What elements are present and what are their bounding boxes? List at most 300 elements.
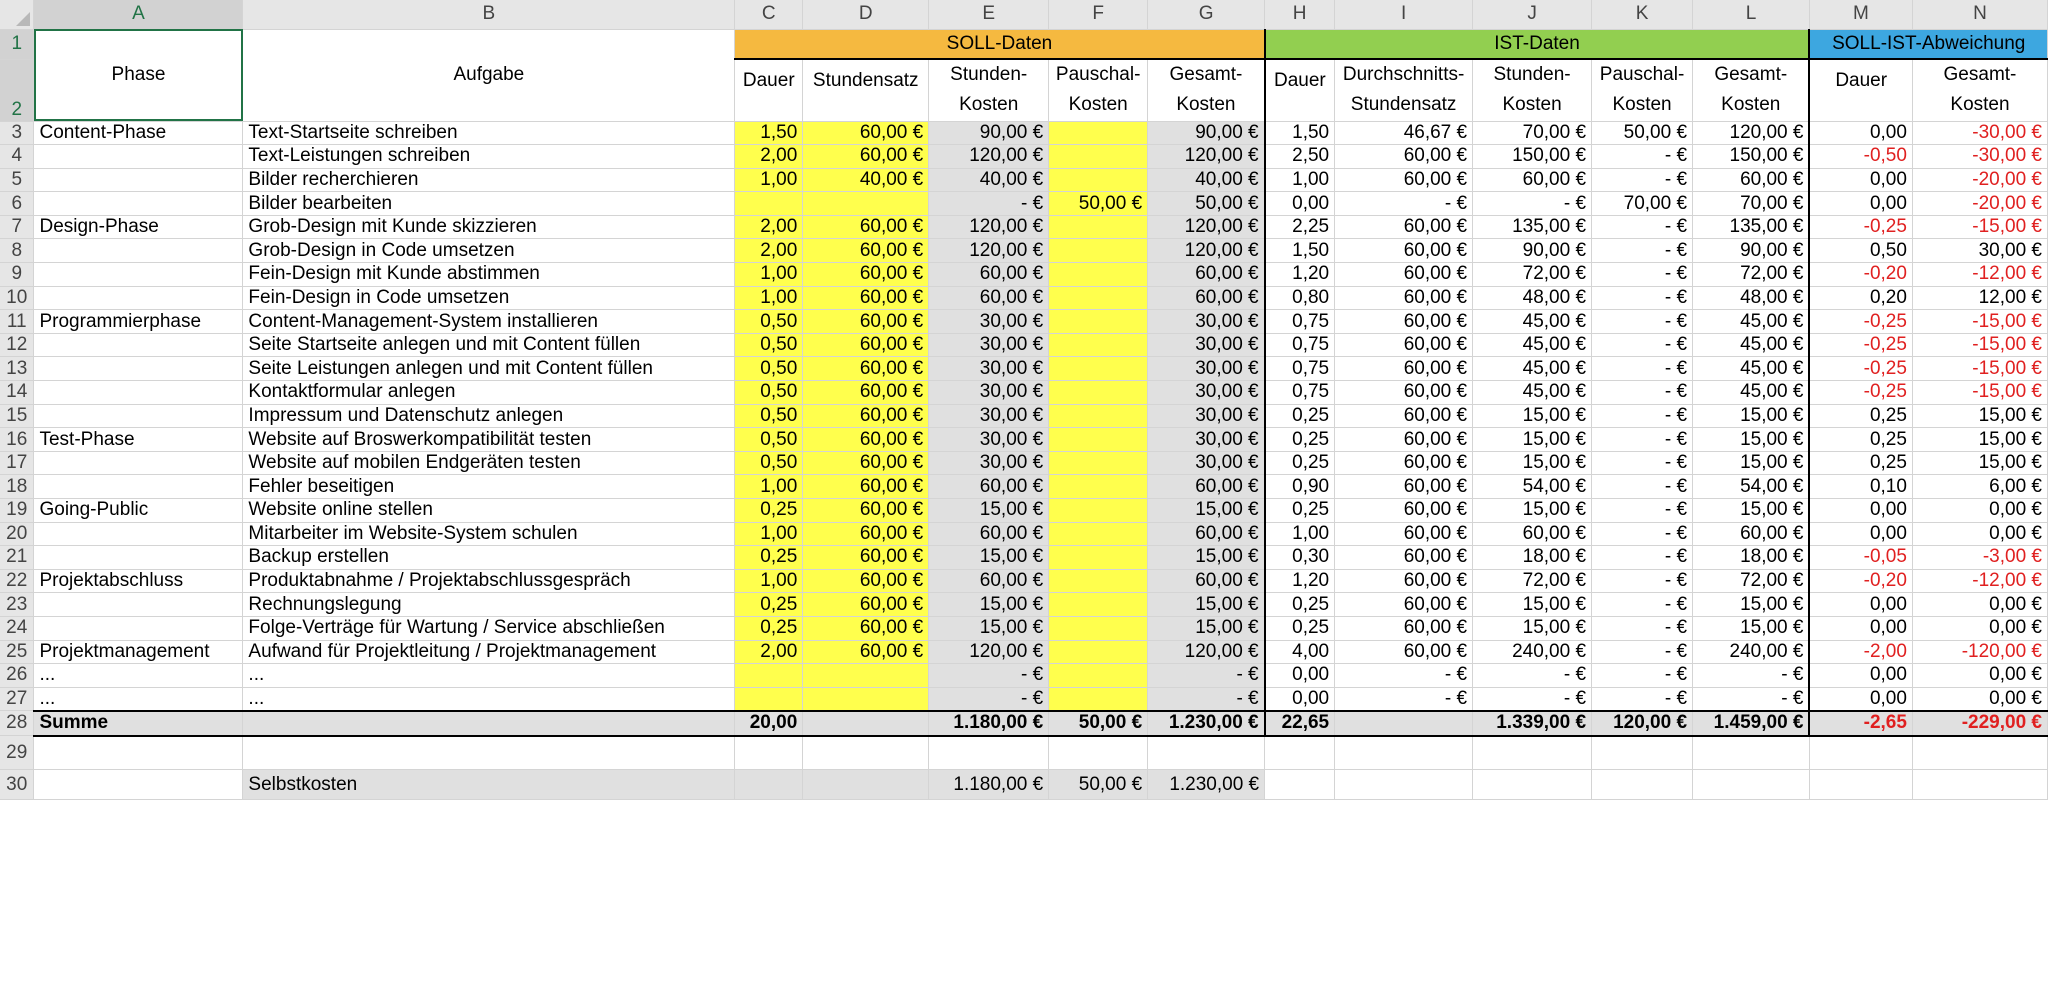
empty-cell[interactable] [1809, 770, 1912, 800]
column-header-f[interactable]: F [1049, 0, 1148, 29]
sum-task-cell[interactable] [243, 711, 735, 736]
cell-phase[interactable] [34, 168, 243, 192]
cell-task[interactable]: Fehler beseitigen [243, 475, 735, 499]
cell-ist-hour-cost[interactable]: 60,00 € [1473, 168, 1592, 192]
cell-variance-duration[interactable]: 0,20 [1809, 286, 1912, 310]
row-header[interactable]: 8 [0, 239, 34, 263]
cell-ist-duration[interactable]: 1,20 [1265, 263, 1335, 287]
cell-soll-flat-cost[interactable] [1049, 546, 1148, 570]
cell-ist-avg-rate[interactable]: 60,00 € [1335, 546, 1473, 570]
empty-cell[interactable] [1335, 736, 1473, 770]
cell-phase[interactable] [34, 451, 243, 475]
cell-ist-hour-cost[interactable]: 15,00 € [1473, 593, 1592, 617]
row-header[interactable]: 3 [0, 121, 34, 145]
cell-soll-hourly-rate[interactable]: 60,00 € [803, 239, 929, 263]
cell-ist-hour-cost[interactable]: 70,00 € [1473, 121, 1592, 145]
cell-soll-duration[interactable]: 2,00 [735, 145, 803, 169]
empty-cell[interactable] [243, 736, 735, 770]
header-ist-dauer[interactable]: Dauer [1265, 59, 1335, 121]
cell-task[interactable]: Backup erstellen [243, 546, 735, 570]
cell-soll-hour-cost[interactable]: 60,00 € [929, 475, 1049, 499]
cell-soll-total-cost[interactable]: 60,00 € [1148, 286, 1265, 310]
cell-phase[interactable]: Projektmanagement [34, 640, 243, 664]
cell-variance-total-cost[interactable]: 0,00 € [1912, 499, 2047, 523]
cell-task[interactable]: Fein-Design in Code umsetzen [243, 286, 735, 310]
empty-cell[interactable] [1809, 736, 1912, 770]
cell-phase[interactable] [34, 404, 243, 428]
empty-cell[interactable] [803, 770, 929, 800]
cell-ist-flat-cost[interactable]: - € [1592, 569, 1693, 593]
cell-ist-avg-rate[interactable]: 60,00 € [1335, 381, 1473, 405]
cell-soll-duration[interactable]: 0,50 [735, 310, 803, 334]
sum-ist-hour-cost[interactable]: 1.339,00 € [1473, 711, 1592, 736]
cell-variance-total-cost[interactable]: 15,00 € [1912, 404, 2047, 428]
cell-ist-total-cost[interactable]: 120,00 € [1693, 121, 1810, 145]
cell-soll-hour-cost[interactable]: 90,00 € [929, 121, 1049, 145]
cell-ist-flat-cost[interactable]: - € [1592, 239, 1693, 263]
cell-soll-flat-cost[interactable] [1049, 593, 1148, 617]
empty-cell[interactable] [1265, 736, 1335, 770]
cell-soll-hour-cost[interactable]: 40,00 € [929, 168, 1049, 192]
cell-soll-hour-cost[interactable]: 30,00 € [929, 333, 1049, 357]
variance-group-header[interactable]: SOLL-IST-Abweichung [1809, 29, 2047, 59]
cell-ist-hour-cost[interactable]: 45,00 € [1473, 310, 1592, 334]
cell-ist-duration[interactable]: 0,25 [1265, 404, 1335, 428]
row-header[interactable]: 23 [0, 593, 34, 617]
sum-soll-total-cost[interactable]: 1.230,00 € [1148, 711, 1265, 736]
cell-soll-hour-cost[interactable]: 30,00 € [929, 381, 1049, 405]
cell-task[interactable]: Kontaktformular anlegen [243, 381, 735, 405]
cell-soll-total-cost[interactable]: 30,00 € [1148, 310, 1265, 334]
column-header-a[interactable]: A [34, 0, 243, 29]
cell-soll-duration[interactable] [735, 192, 803, 216]
cell-ist-duration[interactable]: 1,00 [1265, 522, 1335, 546]
cell-soll-total-cost[interactable]: 15,00 € [1148, 593, 1265, 617]
cell-soll-flat-cost[interactable] [1049, 168, 1148, 192]
cell-ist-duration[interactable]: 0,30 [1265, 546, 1335, 570]
cell-ist-avg-rate[interactable]: - € [1335, 192, 1473, 216]
cell-task[interactable]: Grob-Design in Code umsetzen [243, 239, 735, 263]
cell-ist-hour-cost[interactable]: 72,00 € [1473, 263, 1592, 287]
cell-variance-total-cost[interactable]: 0,00 € [1912, 687, 2047, 711]
cell-soll-duration[interactable]: 1,00 [735, 569, 803, 593]
cell-ist-total-cost[interactable]: 150,00 € [1693, 145, 1810, 169]
column-header-n[interactable]: N [1912, 0, 2047, 29]
cell-ist-duration[interactable]: 2,50 [1265, 145, 1335, 169]
empty-cell[interactable] [1265, 770, 1335, 800]
cell-ist-flat-cost[interactable]: - € [1592, 616, 1693, 640]
cell-soll-duration[interactable]: 0,50 [735, 333, 803, 357]
column-header-e[interactable]: E [929, 0, 1049, 29]
cell-ist-hour-cost[interactable]: 90,00 € [1473, 239, 1592, 263]
empty-cell[interactable] [34, 770, 243, 800]
cell-ist-total-cost[interactable]: 15,00 € [1693, 451, 1810, 475]
cell-soll-flat-cost[interactable] [1049, 664, 1148, 688]
cell-ist-total-cost[interactable]: 15,00 € [1693, 404, 1810, 428]
cell-variance-duration[interactable]: -0,05 [1809, 546, 1912, 570]
cell-soll-hour-cost[interactable]: - € [929, 192, 1049, 216]
cell-ist-hour-cost[interactable]: 45,00 € [1473, 357, 1592, 381]
cell-soll-duration[interactable]: 0,50 [735, 451, 803, 475]
cell-variance-total-cost[interactable]: 0,00 € [1912, 664, 2047, 688]
cell-variance-duration[interactable]: 0,00 [1809, 499, 1912, 523]
header-ist-pauschalkosten[interactable] [1592, 59, 1693, 121]
row-header[interactable]: 7 [0, 215, 34, 239]
cell-ist-duration[interactable]: 0,00 [1265, 664, 1335, 688]
cell-variance-total-cost[interactable]: -20,00 € [1912, 192, 2047, 216]
cell-ist-flat-cost[interactable]: - € [1592, 168, 1693, 192]
cell-variance-total-cost[interactable]: -30,00 € [1912, 121, 2047, 145]
cell-ist-duration[interactable]: 0,25 [1265, 428, 1335, 452]
cell-soll-hour-cost[interactable]: 120,00 € [929, 215, 1049, 239]
row-header[interactable]: 21 [0, 546, 34, 570]
cell-ist-flat-cost[interactable]: - € [1592, 286, 1693, 310]
empty-cell[interactable] [1912, 770, 2047, 800]
cell-variance-total-cost[interactable]: 0,00 € [1912, 522, 2047, 546]
cell-soll-hourly-rate[interactable]: 60,00 € [803, 569, 929, 593]
cell-soll-total-cost[interactable]: 15,00 € [1148, 616, 1265, 640]
column-header-h[interactable]: H [1265, 0, 1335, 29]
selbstkosten-flat-cost[interactable]: 50,00 € [1049, 770, 1148, 800]
header-phase[interactable]: Phase [34, 29, 243, 121]
cell-ist-duration[interactable]: 0,75 [1265, 333, 1335, 357]
cell-soll-hourly-rate[interactable]: 60,00 € [803, 616, 929, 640]
row-header[interactable]: 25 [0, 640, 34, 664]
cell-ist-total-cost[interactable]: 70,00 € [1693, 192, 1810, 216]
cell-soll-total-cost[interactable]: 30,00 € [1148, 357, 1265, 381]
cell-ist-total-cost[interactable]: 15,00 € [1693, 616, 1810, 640]
cell-ist-avg-rate[interactable]: 60,00 € [1335, 499, 1473, 523]
cell-soll-duration[interactable]: 0,25 [735, 546, 803, 570]
cell-phase[interactable]: Projektabschluss [34, 569, 243, 593]
row-header[interactable]: 19 [0, 499, 34, 523]
column-header-g[interactable]: G [1148, 0, 1265, 29]
cell-ist-avg-rate[interactable]: 60,00 € [1335, 357, 1473, 381]
cell-variance-duration[interactable]: 0,00 [1809, 593, 1912, 617]
cell-ist-flat-cost[interactable]: - € [1592, 145, 1693, 169]
cell-phase[interactable]: ... [34, 664, 243, 688]
cell-ist-duration[interactable]: 1,50 [1265, 121, 1335, 145]
cell-soll-hour-cost[interactable]: 60,00 € [929, 263, 1049, 287]
cell-soll-hourly-rate[interactable]: 60,00 € [803, 546, 929, 570]
cell-soll-hour-cost[interactable]: 60,00 € [929, 569, 1049, 593]
cell-soll-total-cost[interactable]: 120,00 € [1148, 640, 1265, 664]
cell-ist-duration[interactable]: 1,00 [1265, 168, 1335, 192]
cell-ist-total-cost[interactable]: - € [1693, 687, 1810, 711]
cell-variance-duration[interactable]: 0,00 [1809, 522, 1912, 546]
cell-phase[interactable] [34, 522, 243, 546]
cell-soll-hourly-rate[interactable]: 60,00 € [803, 145, 929, 169]
cell-soll-hourly-rate[interactable]: 60,00 € [803, 428, 929, 452]
cell-soll-total-cost[interactable]: 40,00 € [1148, 168, 1265, 192]
cell-task[interactable]: ... [243, 664, 735, 688]
cell-phase[interactable] [34, 616, 243, 640]
cell-ist-total-cost[interactable]: 48,00 € [1693, 286, 1810, 310]
cell-ist-avg-rate[interactable]: 60,00 € [1335, 310, 1473, 334]
cell-ist-hour-cost[interactable]: 15,00 € [1473, 499, 1592, 523]
cell-variance-duration[interactable]: 0,00 [1809, 616, 1912, 640]
selbstkosten-total-cost[interactable]: 1.230,00 € [1148, 770, 1265, 800]
cell-ist-avg-rate[interactable]: 60,00 € [1335, 168, 1473, 192]
cell-task[interactable]: Fein-Design mit Kunde abstimmen [243, 263, 735, 287]
cell-variance-duration[interactable]: 0,00 [1809, 664, 1912, 688]
cell-soll-duration[interactable]: 1,00 [735, 522, 803, 546]
row-header[interactable]: 17 [0, 451, 34, 475]
column-header-j[interactable]: J [1473, 0, 1592, 29]
empty-cell[interactable] [1473, 770, 1592, 800]
row-header[interactable]: 22 [0, 569, 34, 593]
cell-variance-duration[interactable]: 0,25 [1809, 451, 1912, 475]
cell-soll-hour-cost[interactable]: 120,00 € [929, 239, 1049, 263]
cell-ist-hour-cost[interactable]: 15,00 € [1473, 616, 1592, 640]
cell-variance-total-cost[interactable]: -15,00 € [1912, 381, 2047, 405]
sum-soll-hour-cost[interactable]: 1.180,00 € [929, 711, 1049, 736]
cell-soll-hour-cost[interactable]: 30,00 € [929, 404, 1049, 428]
cell-variance-total-cost[interactable]: -3,00 € [1912, 546, 2047, 570]
cell-soll-hourly-rate[interactable]: 60,00 € [803, 475, 929, 499]
cell-ist-flat-cost[interactable]: - € [1592, 215, 1693, 239]
row-header[interactable]: 20 [0, 522, 34, 546]
row-header[interactable]: 15 [0, 404, 34, 428]
cell-task[interactable]: Content-Management-System installieren [243, 310, 735, 334]
cell-soll-total-cost[interactable]: 120,00 € [1148, 239, 1265, 263]
cell-soll-flat-cost[interactable] [1049, 263, 1148, 287]
cell-soll-duration[interactable] [735, 687, 803, 711]
selbstkosten-label[interactable]: Selbstkosten [243, 770, 735, 800]
cell-ist-avg-rate[interactable]: 60,00 € [1335, 404, 1473, 428]
cell-ist-avg-rate[interactable]: 60,00 € [1335, 428, 1473, 452]
cell-phase[interactable] [34, 286, 243, 310]
cell-variance-total-cost[interactable]: 15,00 € [1912, 428, 2047, 452]
cell-variance-duration[interactable]: -0,25 [1809, 215, 1912, 239]
cell-soll-total-cost[interactable]: 120,00 € [1148, 145, 1265, 169]
cell-soll-duration[interactable]: 1,00 [735, 475, 803, 499]
cell-ist-duration[interactable]: 0,25 [1265, 451, 1335, 475]
cell-soll-hour-cost[interactable]: 30,00 € [929, 451, 1049, 475]
cell-soll-hour-cost[interactable]: 120,00 € [929, 640, 1049, 664]
column-header-b[interactable]: B [243, 0, 735, 29]
cell-variance-duration[interactable]: -0,50 [1809, 145, 1912, 169]
empty-cell[interactable] [1693, 770, 1810, 800]
header-ist-stundenkosten[interactable] [1473, 59, 1592, 121]
ist-data-group-header[interactable]: IST-Daten [1265, 29, 1810, 59]
cell-ist-duration[interactable]: 0,00 [1265, 192, 1335, 216]
empty-cell[interactable] [1693, 736, 1810, 770]
cell-ist-total-cost[interactable]: 240,00 € [1693, 640, 1810, 664]
cell-task[interactable]: Seite Leistungen anlegen und mit Content füllen [243, 357, 735, 381]
cell-ist-duration[interactable]: 0,25 [1265, 593, 1335, 617]
cell-ist-duration[interactable]: 1,20 [1265, 569, 1335, 593]
cell-ist-hour-cost[interactable]: - € [1473, 192, 1592, 216]
cell-phase[interactable] [34, 145, 243, 169]
cell-soll-flat-cost[interactable] [1049, 381, 1148, 405]
cell-ist-avg-rate[interactable]: 60,00 € [1335, 522, 1473, 546]
cell-variance-duration[interactable]: -0,20 [1809, 263, 1912, 287]
header-soll-stundensatz[interactable]: Stundensatz [803, 59, 929, 121]
sum-soll-rate[interactable] [803, 711, 929, 736]
cell-soll-hour-cost[interactable]: 30,00 € [929, 310, 1049, 334]
cell-soll-duration[interactable]: 0,25 [735, 593, 803, 617]
cell-ist-flat-cost[interactable]: - € [1592, 640, 1693, 664]
cell-soll-flat-cost[interactable] [1049, 522, 1148, 546]
select-all-corner[interactable] [0, 0, 34, 29]
cell-soll-hourly-rate[interactable]: 60,00 € [803, 215, 929, 239]
cell-variance-duration[interactable]: 0,10 [1809, 475, 1912, 499]
row-header[interactable]: 26 [0, 664, 34, 688]
cell-soll-total-cost[interactable]: 30,00 € [1148, 333, 1265, 357]
cell-ist-duration[interactable]: 0,80 [1265, 286, 1335, 310]
cell-variance-total-cost[interactable]: -120,00 € [1912, 640, 2047, 664]
sum-variance-total-cost[interactable]: -229,00 € [1912, 711, 2047, 736]
cell-soll-flat-cost[interactable] [1049, 499, 1148, 523]
cell-soll-hourly-rate[interactable]: 60,00 € [803, 640, 929, 664]
cell-ist-flat-cost[interactable]: - € [1592, 687, 1693, 711]
cell-ist-total-cost[interactable]: 60,00 € [1693, 168, 1810, 192]
cell-task[interactable]: Impressum und Datenschutz anlegen [243, 404, 735, 428]
cell-ist-avg-rate[interactable]: 60,00 € [1335, 215, 1473, 239]
cell-ist-avg-rate[interactable]: - € [1335, 664, 1473, 688]
cell-ist-flat-cost[interactable]: - € [1592, 664, 1693, 688]
cell-soll-hourly-rate[interactable] [803, 664, 929, 688]
cell-ist-avg-rate[interactable]: 60,00 € [1335, 239, 1473, 263]
row-header[interactable]: 11 [0, 310, 34, 334]
cell-soll-flat-cost[interactable] [1049, 145, 1148, 169]
header-soll-dauer[interactable]: Dauer [735, 59, 803, 121]
row-header[interactable]: 9 [0, 263, 34, 287]
cell-ist-flat-cost[interactable]: - € [1592, 475, 1693, 499]
row-header[interactable]: 27 [0, 687, 34, 711]
cell-soll-duration[interactable]: 1,00 [735, 263, 803, 287]
cell-soll-hourly-rate[interactable]: 60,00 € [803, 404, 929, 428]
cell-soll-total-cost[interactable]: 30,00 € [1148, 451, 1265, 475]
cell-task[interactable]: Bilder bearbeiten [243, 192, 735, 216]
cell-ist-flat-cost[interactable]: - € [1592, 593, 1693, 617]
cell-ist-duration[interactable]: 0,75 [1265, 381, 1335, 405]
cell-ist-hour-cost[interactable]: 150,00 € [1473, 145, 1592, 169]
cell-soll-hour-cost[interactable]: 30,00 € [929, 428, 1049, 452]
cell-task[interactable]: Aufwand für Projektleitung / Projektmanagement [243, 640, 735, 664]
column-header-m[interactable]: M [1809, 0, 1912, 29]
row-header[interactable]: 24 [0, 616, 34, 640]
cell-soll-duration[interactable]: 0,50 [735, 357, 803, 381]
cell-ist-flat-cost[interactable]: 70,00 € [1592, 192, 1693, 216]
cell-soll-flat-cost[interactable]: 50,00 € [1049, 192, 1148, 216]
cell-soll-duration[interactable]: 2,00 [735, 239, 803, 263]
cell-ist-avg-rate[interactable]: 60,00 € [1335, 451, 1473, 475]
cell-ist-duration[interactable]: 0,75 [1265, 310, 1335, 334]
cell-variance-total-cost[interactable]: 15,00 € [1912, 451, 2047, 475]
cell-ist-flat-cost[interactable]: 50,00 € [1592, 121, 1693, 145]
cell-soll-hour-cost[interactable]: 60,00 € [929, 522, 1049, 546]
empty-cell[interactable] [735, 770, 803, 800]
cell-soll-flat-cost[interactable] [1049, 404, 1148, 428]
cell-soll-hourly-rate[interactable]: 60,00 € [803, 333, 929, 357]
cell-ist-avg-rate[interactable]: 60,00 € [1335, 640, 1473, 664]
empty-cell[interactable] [34, 736, 243, 770]
row-header[interactable]: 28 [0, 711, 34, 736]
cell-ist-total-cost[interactable]: 90,00 € [1693, 239, 1810, 263]
cell-ist-total-cost[interactable]: 72,00 € [1693, 569, 1810, 593]
selbstkosten-hour-cost[interactable]: 1.180,00 € [929, 770, 1049, 800]
cell-ist-avg-rate[interactable]: 60,00 € [1335, 475, 1473, 499]
cell-ist-avg-rate[interactable]: 60,00 € [1335, 333, 1473, 357]
cell-ist-flat-cost[interactable]: - € [1592, 333, 1693, 357]
cell-soll-hourly-rate[interactable]: 60,00 € [803, 121, 929, 145]
row-header[interactable]: 16 [0, 428, 34, 452]
cell-variance-total-cost[interactable]: 30,00 € [1912, 239, 2047, 263]
cell-soll-hourly-rate[interactable]: 40,00 € [803, 168, 929, 192]
cell-ist-total-cost[interactable]: 45,00 € [1693, 381, 1810, 405]
cell-soll-total-cost[interactable]: 30,00 € [1148, 381, 1265, 405]
cell-variance-total-cost[interactable]: -30,00 € [1912, 145, 2047, 169]
cell-ist-avg-rate[interactable]: 60,00 € [1335, 286, 1473, 310]
cell-soll-hourly-rate[interactable]: 60,00 € [803, 381, 929, 405]
cell-ist-duration[interactable]: 0,90 [1265, 475, 1335, 499]
column-header-i[interactable]: I [1335, 0, 1473, 29]
cell-ist-total-cost[interactable]: - € [1693, 664, 1810, 688]
cell-task[interactable]: Grob-Design mit Kunde skizzieren [243, 215, 735, 239]
cell-ist-total-cost[interactable]: 54,00 € [1693, 475, 1810, 499]
cell-phase[interactable]: Test-Phase [34, 428, 243, 452]
header-ist-stundensatz[interactable] [1335, 59, 1473, 121]
header-abw-gesamtkosten[interactable] [1912, 59, 2047, 121]
cell-ist-hour-cost[interactable]: 72,00 € [1473, 569, 1592, 593]
cell-soll-total-cost[interactable]: 30,00 € [1148, 404, 1265, 428]
cell-task[interactable]: ... [243, 687, 735, 711]
row-header[interactable]: 18 [0, 475, 34, 499]
cell-soll-hour-cost[interactable]: 120,00 € [929, 145, 1049, 169]
row-header[interactable]: 13 [0, 357, 34, 381]
row-header[interactable]: 4 [0, 145, 34, 169]
header-aufgabe[interactable]: Aufgabe [243, 29, 735, 121]
cell-phase[interactable] [34, 475, 243, 499]
cell-soll-hourly-rate[interactable]: 60,00 € [803, 263, 929, 287]
cell-soll-hour-cost[interactable]: 15,00 € [929, 616, 1049, 640]
cell-ist-flat-cost[interactable]: - € [1592, 310, 1693, 334]
cell-ist-flat-cost[interactable]: - € [1592, 499, 1693, 523]
cell-ist-hour-cost[interactable]: 135,00 € [1473, 215, 1592, 239]
cell-ist-duration[interactable]: 2,25 [1265, 215, 1335, 239]
cell-ist-total-cost[interactable]: 18,00 € [1693, 546, 1810, 570]
cell-ist-hour-cost[interactable]: 48,00 € [1473, 286, 1592, 310]
cell-phase[interactable] [34, 333, 243, 357]
cell-variance-duration[interactable]: 0,50 [1809, 239, 1912, 263]
cell-ist-flat-cost[interactable]: - € [1592, 546, 1693, 570]
cell-task[interactable]: Folge-Verträge für Wartung / Service abschließen [243, 616, 735, 640]
header-soll-gesamtkosten[interactable] [1148, 59, 1265, 121]
cell-variance-duration[interactable]: 0,00 [1809, 687, 1912, 711]
cell-ist-hour-cost[interactable]: 18,00 € [1473, 546, 1592, 570]
cell-soll-flat-cost[interactable] [1049, 616, 1148, 640]
cell-soll-flat-cost[interactable] [1049, 687, 1148, 711]
cell-soll-hour-cost[interactable]: 15,00 € [929, 593, 1049, 617]
cell-ist-avg-rate[interactable]: 60,00 € [1335, 263, 1473, 287]
cell-phase[interactable] [34, 546, 243, 570]
cell-soll-duration[interactable]: 0,25 [735, 616, 803, 640]
cell-soll-total-cost[interactable]: 120,00 € [1148, 215, 1265, 239]
sum-ist-total-cost[interactable]: 1.459,00 € [1693, 711, 1810, 736]
cell-soll-flat-cost[interactable] [1049, 333, 1148, 357]
cell-ist-avg-rate[interactable]: 60,00 € [1335, 569, 1473, 593]
cell-phase[interactable]: Going-Public [34, 499, 243, 523]
cell-soll-hourly-rate[interactable]: 60,00 € [803, 593, 929, 617]
cell-variance-total-cost[interactable]: -15,00 € [1912, 310, 2047, 334]
row-header[interactable]: 10 [0, 286, 34, 310]
cell-task[interactable]: Produktabnahme / Projektabschlussgespräch [243, 569, 735, 593]
cell-soll-hourly-rate[interactable] [803, 687, 929, 711]
cell-ist-total-cost[interactable]: 15,00 € [1693, 593, 1810, 617]
row-header[interactable]: 14 [0, 381, 34, 405]
